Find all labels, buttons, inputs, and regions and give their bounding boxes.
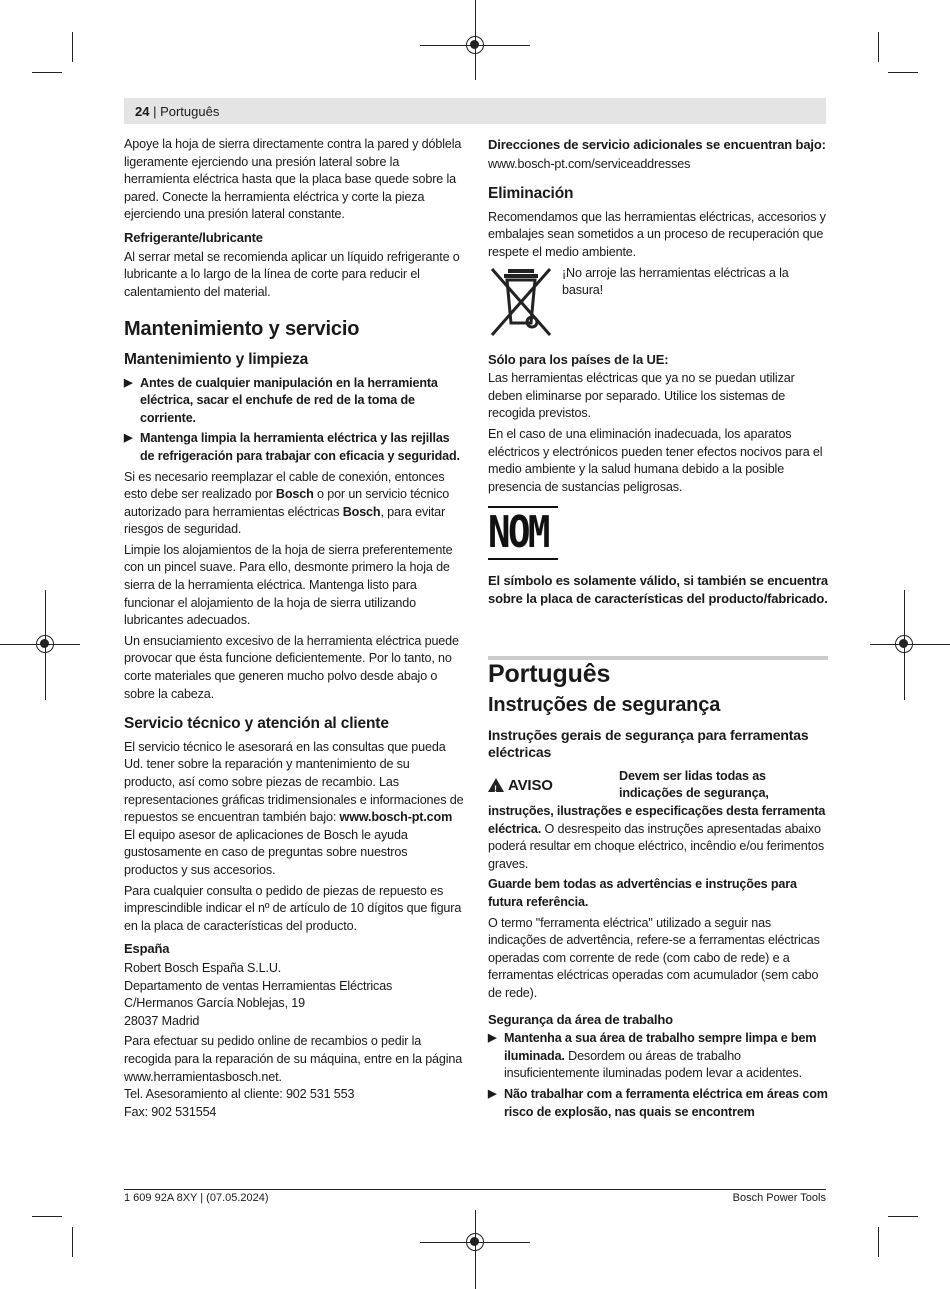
crop-mark [888,72,918,73]
warning-label: ! AVISO [488,768,619,803]
section-title: Instruções de segurança [488,694,721,717]
registration-mark-icon [466,36,484,54]
list-item: ▶ Antes de cualquier manipulación en la herramienta eléctrica, sacar el enchufe de red de la toma de corriente. [124,375,464,428]
address-line: 28037 Madrid [124,1013,200,1028]
section-title: Mantenimiento y servicio [124,318,360,341]
footer-rule [124,1189,826,1190]
paragraph: instruções, ilustrações e especificações desta ferramenta eléctrica. O desrespeito das instruções apresentadas abaixo poderá resultar em choque eléctrico, incêndio e/ou ferimentos graves. [488,804,826,871]
paragraph: El servicio técnico le asesorará en las consultas que pueda Ud. tener sobre la reparación y mantenimiento de su producto, así como sobre piezas de recambio. Las representaciones gráficas tridimensionales e informaciones de repuestos se encuentran también bajo: www.bosch-pt.com [124,739,464,825]
list-item: ▶ Mantenga limpia la herramienta eléctrica y las rejillas de refrigeración para trabajar con eficacia y seguridad. [124,430,464,465]
paragraph: Un ensuciamiento excesivo de la herramienta eléctrica puede provocar que ésta funcione deficientemente. Por lo tanto, no corte materiales que generen mucho polvo desde abajo o sobre la cabeza. [124,633,459,701]
crop-mark [878,32,879,62]
address-line: Robert Bosch España S.L.U. [124,960,282,975]
paragraph: O termo "ferramenta eléctrica" utilizado a seguir nas indicações de advertência, refere-se a ferramentas eléctricas operadas com corrente de rede (com cabo de rede) e a ferramentas eléctricas operadas com acumulador (sem cabo de rede). [488,915,820,1000]
crossed-bin-icon [488,265,558,339]
header-separator: | [149,104,161,119]
crop-mark [888,1216,918,1217]
subsection-title: Mantenimiento y limpieza [124,350,309,368]
footer-doc-number: 1 609 92A 8XY | (07.05.2024) [124,1192,269,1204]
address-line: Departamento de ventas Herramientas Eléctricas [124,978,393,993]
section-heading: Sólo para los países de la UE: [488,351,669,367]
page-header-bar [124,98,826,124]
warning-block: ! AVISO Devem ser lidas todas as indicações de segurança, [488,768,828,803]
page-header [135,104,219,119]
paragraph: Si es necesario reemplazar el cable de conexión, entonces esto debe ser realizado por Bosch o por un servicio técnico autorizado para herramientas eléctricas Bosch, para evitar riesgos de seguridad. [124,469,450,537]
nom-note: El símbolo es solamente válido, si también se encuentra sobre la placa de características del producto/fabricado. [488,573,828,606]
warning-triangle-icon: ! [488,778,504,792]
subsection-title: Servicio técnico y atención al cliente [124,715,389,733]
left-column [124,136,464,1121]
header-language: Português [160,104,220,119]
paragraph: Al serrar metal se recomienda aplicar un líquido refrigerante o lubricante a lo largo de la línea de corte para reducir el calentamiento del material. [124,249,460,299]
paragraph: El equipo asesor de aplicaciones de Bosch le ayuda gustosamente en caso de preguntas sobre nuestros productos y sus accesorios. [124,827,408,877]
no-trash-warning: ¡No arroje las herramientas eléctricas a la basura! [562,265,789,298]
list-item: ▶ Mantenha a sua área de trabalho sempre limpa e bem iluminada. Desordem ou áreas de trabalho insuficientemente iluminadas podem levar a acidentes. [488,1030,828,1083]
crop-mark [878,1227,879,1257]
paragraph: Recomendamos que las herramientas eléctricas, accesorios y embalajes sean sometidos a un proceso de recuperación que respete el medio ambiente. [488,209,826,259]
phone-line: Tel. Asesoramiento al cliente: 902 531 553 [124,1087,355,1102]
paragraph: Limpie los alojamientos de la hoja de sierra preferentemente con un pincel suave. Para ello, desmonte primero la hoja de sierra de la herramienta eléctrica. Mantenga listo para funcionar el alojamiento de la hoja de sierra utilizando lubricantes adecuados. [124,542,453,628]
section-divider [488,656,828,660]
paragraph: Guarde bem todas as advertências e instruções para futura referência. [488,877,797,910]
crop-mark [72,1227,73,1257]
paragraph: Las herramientas eléctricas que ya no se puedan utilizar deben eliminarse por separado. Utilice los sistemas de recogida previstos. [488,371,795,421]
weee-block [488,265,828,339]
footer-brand: Bosch Power Tools [732,1192,826,1204]
bullet-arrow-icon: ▶ [488,1032,497,1045]
registration-mark-icon [895,635,913,653]
page-number: 24 [135,104,150,119]
paragraph: En el caso de una eliminación inadecuada, los aparatos eléctricos y electrónicos pueden tener efectos nocivos para el medio ambiente y la salud humana debido a la posible presencia de sustancias peligrosas. [488,426,823,494]
country-heading: España [124,941,170,957]
nom-logo: NOM [488,506,828,560]
section-heading: Segurança da área de trabalho [488,1011,673,1027]
service-link[interactable]: www.bosch-pt.com [339,810,453,825]
bullet-arrow-icon: ▶ [124,376,133,389]
bullet-arrow-icon: ▶ [488,1087,497,1100]
section-heading: Direcciones de servicio adicionales se encuentran bajo: [488,137,826,152]
paragraph: Para cualquier consulta o pedido de piezas de repuesto es imprescindible indicar el nº de artículo de 10 dígitos que figura en la placa de características del producto. [124,883,462,933]
language-title: Português [488,659,611,688]
list-item: ▶ Não trabalhar com a ferramenta eléctrica em áreas com risco de explosão, nas quais se encontrem [488,1086,828,1121]
service-url[interactable]: www.bosch-pt.com/serviceaddresses [488,156,691,171]
paragraph: Para efectuar su pedido online de recambios o pedir la recogida para la reparación de su máquina, entre en la página www.herramientasbosch.net. [124,1034,463,1084]
fax-line: Fax: 902 531554 [124,1104,217,1119]
bullet-arrow-icon: ▶ [124,432,133,445]
right-column [488,136,828,1124]
subsection-title: Eliminación [488,185,574,203]
registration-mark-icon [466,1233,484,1251]
address-line: C/Hermanos García Noblejas, 19 [124,996,305,1011]
section-heading: Refrigerante/lubricante [124,229,263,245]
registration-mark-icon [36,635,54,653]
crop-mark [32,1216,62,1217]
crop-mark [32,72,62,73]
subsection-title: Instruções gerais de segurança para ferramentas eléctricas [488,726,809,761]
paragraph: Apoye la hoja de sierra directamente contra la pared y dóblela ligeramente ejerciendo una presión lateral sobre la herramienta eléctrica hasta que la placa base quede sobre la pared. Conecte la herramienta eléctrica y corte la pieza ejerciendo una presión lateral constante. [124,137,462,222]
crop-mark [72,32,73,62]
